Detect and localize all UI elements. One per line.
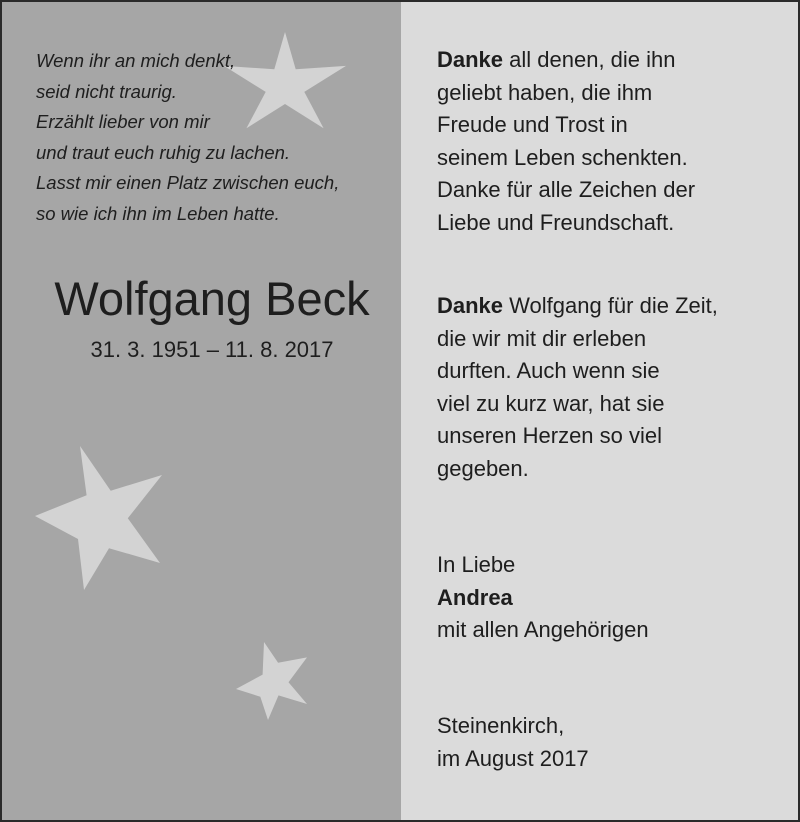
text-line: geliebt haben, die ihm [437,79,653,105]
text-line: unseren Herzen so viel [437,423,663,448]
text-line: die wir mit dir erleben [437,325,647,351]
poem-line: Erzählt lieber von mir [36,111,210,132]
text-line: seinem Leben schenkten. [437,144,688,170]
text-line: Freude und Trost in [437,112,628,137]
text-line: durften. Auch wenn sie [437,358,660,383]
signoff [437,549,787,647]
poem-line: seid nicht traurig. [36,80,177,102]
signoff-intro: In Liebe [437,552,516,577]
signoff-name: Andrea [437,584,513,610]
place-location: Steinenkirch, [437,713,565,738]
text-line: viel zu kurz war, hat sie [437,390,665,416]
deceased-name: Wolfgang Beck [54,272,370,325]
memorial-poem [36,46,396,229]
poem-line: so wie ich ihn im Leben hatte. [36,202,280,224]
text-line [437,290,787,323]
thanks-lead: Danke [437,47,504,72]
thanks-paragraph-all [437,44,787,239]
signoff-family: mit allen Angehörigen [437,617,649,642]
thanks-paragraph-wolfgang [437,290,787,485]
memorial-panel [2,2,401,820]
place-and-date [437,710,787,775]
star-icon [236,642,307,720]
text-line [437,44,787,77]
text-line: gegeben. [437,455,529,481]
thanks-panel [401,2,798,820]
poem-line: Wenn ihr an mich denkt, [36,50,236,71]
poem-line: und traut euch ruhig zu lachen. [36,141,291,163]
text-line: Liebe und Freundschaft. [437,209,675,235]
place-date: im August 2017 [437,745,589,771]
text-fragment: Wolfgang für die Zeit, [503,293,718,318]
text-fragment: all denen, die ihn [503,47,676,72]
text-line: Danke für alle Zeichen der [437,177,696,202]
poem-line: Lasst mir einen Platz zwischen euch, [36,172,340,193]
life-dates: 31. 3. 1951 – 11. 8. 2017 [90,337,334,362]
thanks-lead: Danke [437,293,504,318]
star-icon [35,446,162,590]
